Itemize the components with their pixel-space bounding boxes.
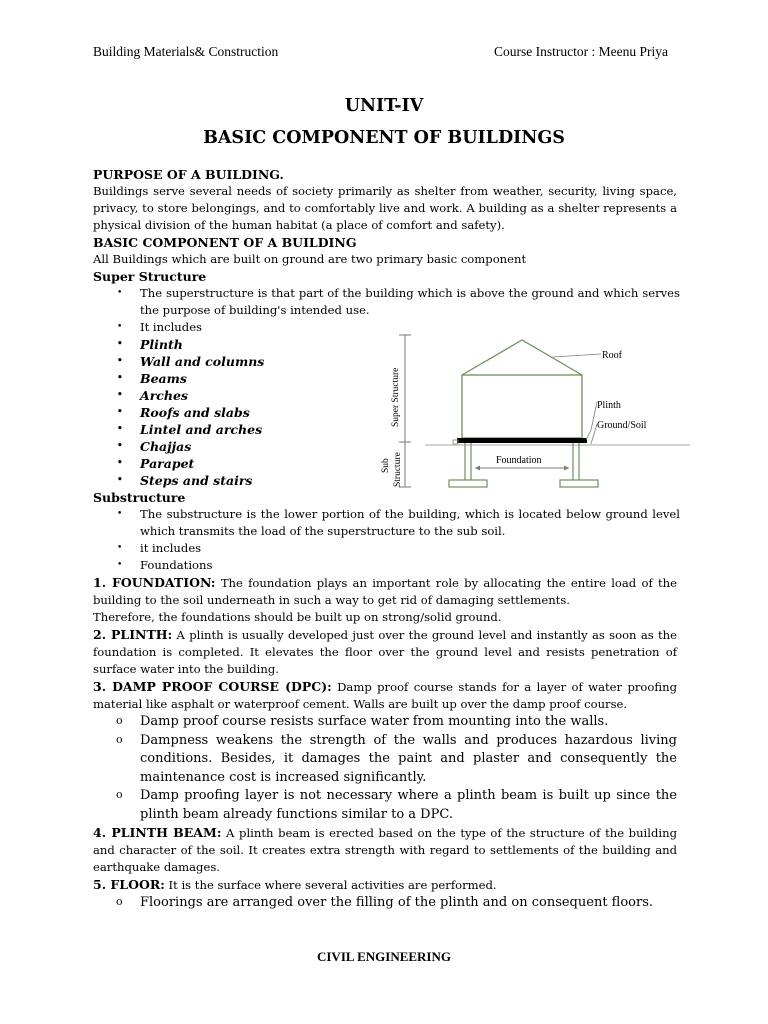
list-item: • Plinth — [93, 336, 410, 353]
basic-component-text: All Buildings which are built on ground are two primary basic component — [93, 252, 527, 266]
floor-text: It is the surface where several activities are performed. — [164, 878, 497, 892]
plinth-beam-section — [93, 824, 677, 876]
roof-label: Roof — [602, 350, 622, 361]
list-item: • Lintel and arches — [93, 421, 410, 438]
substructure-list — [93, 506, 680, 574]
foundation-section — [93, 574, 677, 609]
roof-leader — [553, 354, 601, 357]
header-course-name: Building Materials& Construction — [93, 44, 279, 59]
super-structure-label: Super Structure — [391, 367, 401, 427]
unit-title: UNIT-IV — [344, 96, 424, 116]
document-body — [93, 166, 680, 913]
ground-label: Ground/Soil — [597, 420, 647, 431]
plinth-beam-text: A plinth beam is erected based on the type of the structure of the building and character of the soil. It creates extra strength with regard to settlements of the building and earthquake damages. — [93, 826, 677, 874]
list-item: • Arches — [93, 387, 410, 404]
document-title: BASIC COMPONENT OF BUILDINGS — [203, 128, 565, 148]
list-item: • Chajjas — [93, 438, 410, 455]
building-walls — [462, 375, 582, 438]
purpose-heading: PURPOSE OF A BUILDING. — [93, 167, 284, 182]
super-structure-includes: • It includes — [93, 319, 680, 336]
list-item: o Dampness weakens the strength of the walls and produces hazardous living conditions. Besides, it damages the paint and plaster and consequently the maintenance cost is increased significantly. — [93, 732, 677, 788]
sub-structure-label-1: Sub — [381, 458, 391, 473]
substructure-heading: Substructure — [93, 490, 186, 505]
list-item: • Parapet — [93, 455, 410, 472]
footing-right — [560, 480, 598, 487]
page-header — [93, 44, 668, 62]
floor-points — [93, 894, 677, 913]
list-item: o Damp proof course resists surface water from mounting into the walls. — [93, 713, 677, 732]
plinth-text: A plinth is usually developed just over the ground level and instantly as soon as the foundation is completed. It elevates the floor over the ground level and resists penetration of surface water into the building. — [93, 628, 677, 676]
foundation-label: Foundation — [496, 455, 542, 466]
substructure-desc: • The substructure is the lower portion of the building, which is located below ground level which transmits the load of the superstructure to the sub soil. — [93, 506, 680, 540]
building-components-diagram — [365, 330, 690, 495]
super-structure-desc: • The superstructure is that part of the building which is above the ground and which serves the purpose of building's intended use. — [93, 285, 680, 319]
basic-component-heading: BASIC COMPONENT OF A BUILDING — [93, 235, 357, 250]
foundation-text-2: Therefore, the foundations should be built up on strong/solid ground. — [93, 610, 502, 624]
list-item: • Foundations — [93, 557, 680, 574]
floor-section — [93, 876, 677, 894]
sub-structure-label-2: Structure — [393, 452, 403, 487]
list-item: • Beams — [93, 370, 410, 387]
list-item: o Damp proofing layer is not necessary where a plinth beam is built up since the plinth beam already functions similar to a DPC. — [93, 787, 677, 824]
plinth-section — [93, 626, 677, 678]
purpose-text: Buildings serve several needs of society primarily as shelter from weather, security, living space, privacy, to store belongings, and to comfortably live and work. A building as a shelter represents a physical division of the human habitat (a place of comfort and safety). — [93, 184, 677, 232]
foundation-label: 1. FOUNDATION: — [93, 575, 216, 590]
plinth-label: Plinth — [597, 400, 621, 411]
roof-shape — [462, 340, 582, 375]
list-item: o Floorings are arranged over the filling of the plinth and on consequent floors. — [93, 894, 677, 913]
plinth-label: 2. PLINTH: — [93, 627, 173, 642]
list-item: • Wall and columns — [93, 353, 410, 370]
plinth-leader — [586, 402, 597, 440]
plinth-slab — [457, 438, 587, 443]
dpc-text: Damp proof course stands for a layer of water proofing material like asphalt or waterproof cement. Walls are built up over the damp proof course. — [93, 680, 678, 711]
floor-label: 5. FLOOR: — [93, 877, 165, 892]
list-item: • Steps and stairs — [93, 472, 410, 489]
dpc-label: 3. DAMP PROOF COURSE (DPC): — [93, 679, 332, 694]
list-item: • Roofs and slabs — [93, 404, 410, 421]
footing-left — [449, 480, 487, 487]
plinth-beam-label: 4. PLINTH BEAM: — [93, 825, 222, 840]
super-structure-heading: Super Structure — [93, 269, 207, 284]
dpc-section — [93, 678, 677, 713]
substructure-includes: • it includes — [93, 540, 680, 557]
header-instructor: Course Instructor : Meenu Priya — [494, 44, 668, 59]
dpc-points — [93, 713, 677, 824]
page-footer: CIVIL ENGINEERING — [316, 949, 451, 964]
foundation-text: The foundation plays an important role by allocating the entire load of the building to the soil underneath in such a way to get rid of damaging settlements. — [93, 576, 678, 607]
